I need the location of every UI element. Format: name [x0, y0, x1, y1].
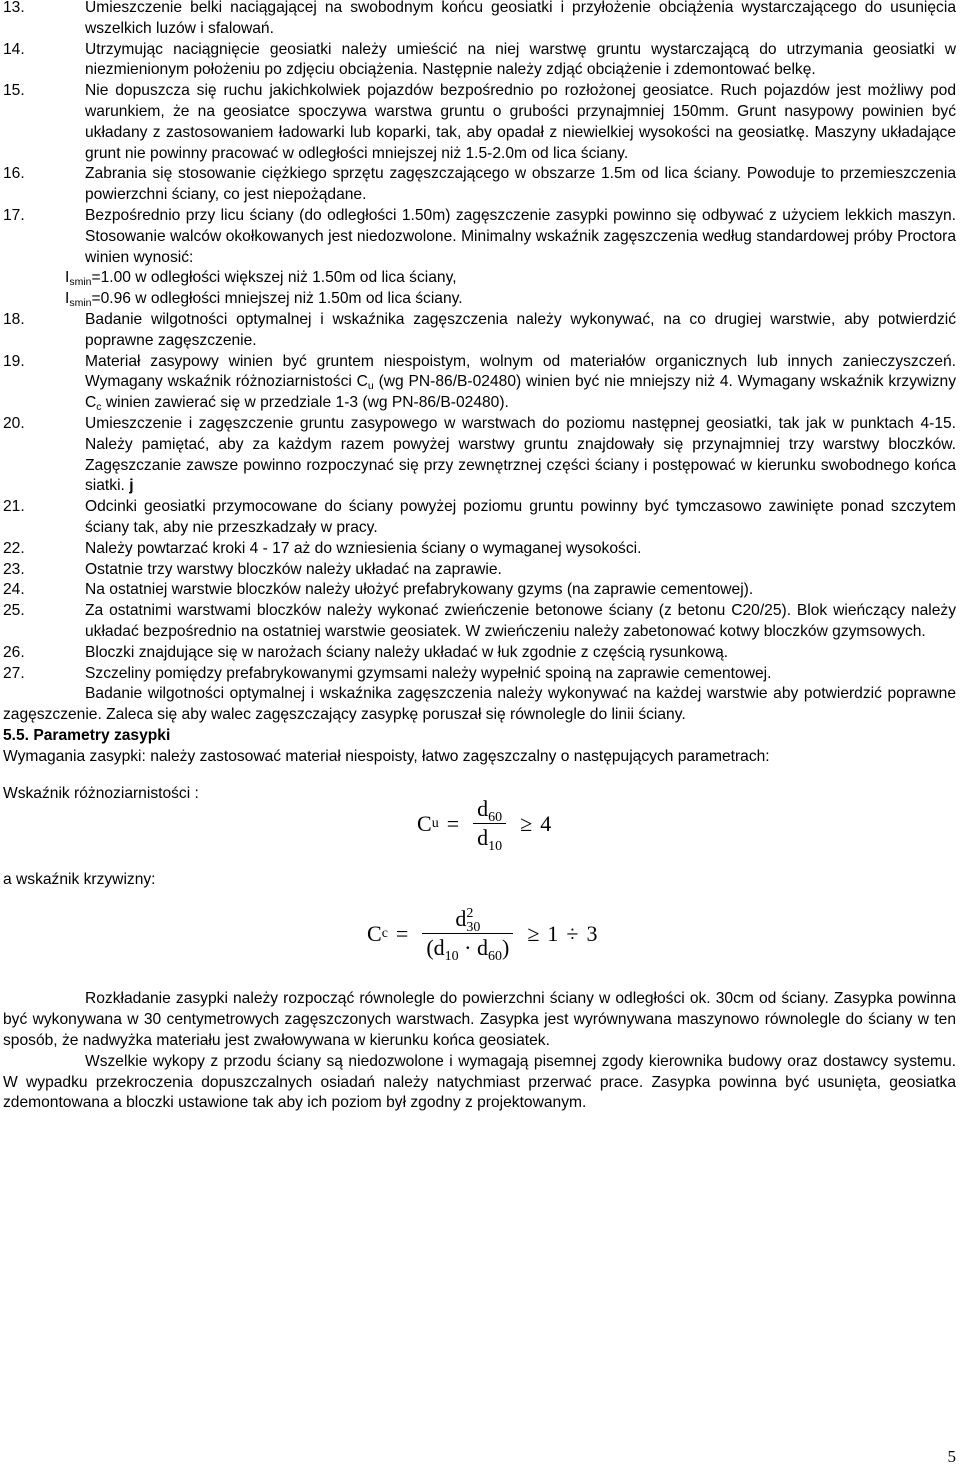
- step-text: Umieszczenie i zagęszczenie gruntu zasypowego w warstwach do poziomu następnej geosiatki, tak jak w punktach 4-15. Należy pamiętać, aby za każdym razem powyżej warstwy gruntu znajdowały się przynajmniej trzy warstwy bloczków. Zagęszczanie zawsze powinno rozpoczynać się przy zewnętrznej części ściany i postępować w kierunku swobodnego końca siatki.: [85, 414, 956, 495]
- step-text: Bloczki znajdujące się w narożach ściany należy układać w łuk zgodnie z częścią rysunkową.: [85, 643, 729, 661]
- step-number: 19.: [3, 352, 25, 370]
- step-text: Na ostatniej warstwie bloczków należy ułożyć prefabrykowany gzyms (na zaprawie cementowej).: [85, 581, 754, 599]
- formula-cc-row: [3, 871, 956, 989]
- step-text: Nie dopuszcza się ruchu jakichkolwiek pojazdów bezpośrednio po rozłożonej geosiatce. Ruch pojazdów jest możliwy pod warunkiem, że na geosiatce spoczywa warstwa gruntu o grubości przynajmniej 150mm. Grunt nasypowy powinien być układany z zastosowaniem ładowarki lub koparki, tak, aby opadał z niewielkiej wysokości na geosiatkę. Maszyny układające grunt nie powinny pracować w odległości mniejszej niż 1.5-2.0m od lica ściany.: [85, 82, 956, 162]
- step-item: [3, 40, 956, 82]
- step-text: Ostatnie trzy warstwy bloczków należy układać na zaprawie.: [85, 560, 502, 578]
- step-text: Za ostatnimi warstwami bloczków należy wykonać zwieńczenie betonowe ściany (z betonu C20/25). Blok wieńczący należy układać bezpośrednio na ostatniej warstwie geosiatek. W zwieńczeniu należy zabetonować kotwy bloczków gzymsowych.: [85, 602, 956, 640]
- step-number: 26.: [3, 643, 25, 661]
- paragraph-backfill-laying: Rozkładanie zasypki należy rozpocząć równolegle do powierzchni ściany w odległości ok. 30cm od ściany. Zasypka powinna być wykonywana w 30 centymetrowych zagęszczonych warstwach. Zasypka jest wyrównywana maszynowo równolegle do ściany w ten sposób, że nadwyżka materiału jest zwałowywana w kierunku końca geosiatek.: [3, 990, 956, 1050]
- step-text: Umieszczenie belki naciągającej na swobodnym końcu geosiatki i przyłożenie obciążenia wystarczającego do usunięcia wszelkich luzów i sfalowań.: [85, 0, 956, 37]
- step-number: 15.: [3, 82, 25, 100]
- step-text: Materiał zasypowy winien być gruntem niespoistym, wolnym od materiałów organicznych lub innych zanieczyszczeń. Wymagany wskaźnik różnoziarnistości C: [85, 352, 956, 391]
- formula-cc: C c = $\frac{d^2_{30}}{(d_{10} \cdot d_{60})}$ ≥ 1 ÷ 3: [367, 906, 598, 965]
- formula-cu: C u = $\frac{d_{60}}{d_{10}}$ ≥ 4: [417, 796, 552, 855]
- step-item: [3, 643, 956, 664]
- fraction: $\frac{d^2_{30}}{(d_{10} \cdot d_{60})}$: [422, 905, 513, 962]
- step-item: [3, 414, 956, 497]
- step-item: [3, 560, 956, 581]
- step-number: 23.: [3, 560, 25, 578]
- formula-cu-row: [3, 767, 956, 871]
- step-number: 17.: [3, 206, 25, 224]
- bold-tail: j: [124, 477, 134, 495]
- step-text: Zabrania się stosowanie ciężkiego sprzętu zagęszczającego w obszarze 1.5m od lica ściany. Powoduje to przemieszczenia powierzchni ściany, co jest niepożądane.: [85, 165, 956, 204]
- step-number: 25.: [3, 602, 25, 620]
- step-number: 24.: [3, 581, 25, 599]
- step-text: Należy powtarzać kroki 4 - 17 aż do wzniesienia ściany o wymaganej wysokości.: [85, 539, 642, 557]
- step-text: Odcinki geosiatki przymocowane do ściany powyżej poziomu gruntu powinny być tymczasowo zawinięte ponad szczytem ściany tak, aby nie przeszkadzały w pracy.: [85, 498, 956, 536]
- step-item: [3, 664, 956, 685]
- step-number: 20.: [3, 414, 25, 432]
- step-text: Utrzymując naciągnięcie geosiatki należy umieścić na niej warstwę gruntu wystarczającą do utrzymania geosiatki w niezmienionym położeniu po zdjęciu obciążenia. Następnie należy zdjąć obciążenie i zdemontować belkę.: [85, 40, 956, 79]
- step-text: Bezpośrednio przy licu ściany (do odległości 1.50m) zagęszczenie zasypki powinno się odbywać z użyciem lekkich maszyn. Stosowanie walców okołkowanych jest niedozwolone. Minimalny wskaźnik zagęszczenia według standardowej próby Proctora winien wynosić:: [85, 206, 956, 266]
- formula-cu-label: Wskaźnik różnoziarnistości :: [3, 785, 199, 803]
- step-item: [3, 580, 956, 601]
- paragraph-compaction-testing: Badanie wilgotności optymalnej i wskaźnika zagęszczenia należy wykonywać na każdej warstwie aby potwierdzić poprawne zagęszczenie. Zaleca się aby walec zagęszczający zasypkę poruszał się równolegle do linii ściany.: [3, 685, 956, 724]
- page-number: 5: [947, 1447, 956, 1466]
- step-text: Szczeliny pomiędzy prefabrykowanymi gzymsami należy wypełnić spoiną na zaprawie cementowej.: [85, 664, 772, 682]
- compaction-index-near: $I_{smin}=0.96$ w odległości mniejszej niż 1.50m od lica ściany.: [65, 290, 463, 310]
- step-number: 14.: [3, 40, 25, 58]
- step-number: 22.: [3, 539, 25, 557]
- fraction: $\frac{d_{60}}{d_{10}}$: [473, 795, 506, 852]
- step-item: [3, 206, 956, 310]
- section-title: 5.5. Parametry zasypki: [3, 726, 171, 744]
- step-item: [3, 310, 956, 352]
- step-number: 27.: [3, 664, 25, 682]
- procedure-steps-list: [3, 0, 956, 684]
- step-item: [3, 601, 956, 643]
- step-item: [3, 539, 956, 560]
- step-text: Badanie wilgotności optymalnej i wskaźnika zagęszczenia należy wykonywać, na co drugiej warstwie, aby potwierdzić poprawne zagęszczenie.: [85, 310, 956, 349]
- step-number: 21.: [3, 498, 25, 516]
- step-item: [3, 164, 956, 206]
- step-item: [3, 497, 956, 539]
- step-item: 19. Materiał zasypowy winien być gruntem niespoistym, wolnym od materiałów organicznych lub innych zanieczyszczeń. Wymagany wskaźnik różnoziarnistości $C_u$ (wg PN-86/B-02480) winien być nie mniejszy niż 4. Wymagany wskaźnik krzywizny $C_c$ winien zawierać się w przedziale 1-3 (wg PN-86/B-02480).: [3, 352, 956, 414]
- step-item: [3, 0, 956, 40]
- step-number: 16.: [3, 165, 25, 183]
- step-number: 13.: [3, 0, 25, 16]
- paragraph-excavation: Wszelkie wykopy z przodu ściany są niedozwolone i wymagają pisemnej zgody kierownika budowy oraz dostawcy systemu. W wypadku przekroczenia dopuszczalnych osiadań należy natychmiast przerwać prace. Zasypka powinna być usunięta, geosiatka zdemontowana a bloczki ustawione tak aby ich poziom był zgodny z projektowanym.: [3, 1052, 956, 1112]
- formula-cc-label: a wskaźnik krzywizny:: [3, 871, 156, 889]
- step-item: [3, 81, 956, 164]
- document-page: [3, 0, 956, 1114]
- step-number: 18.: [3, 310, 25, 328]
- compaction-index-far: $I_{smin}=1.00$ w odległości większej niż 1.50m od lica ściany,: [65, 269, 457, 289]
- section-intro: Wymagania zasypki: należy zastosować materiał niespoisty, łatwo zagęszczalny o następujących parametrach:: [3, 747, 770, 765]
